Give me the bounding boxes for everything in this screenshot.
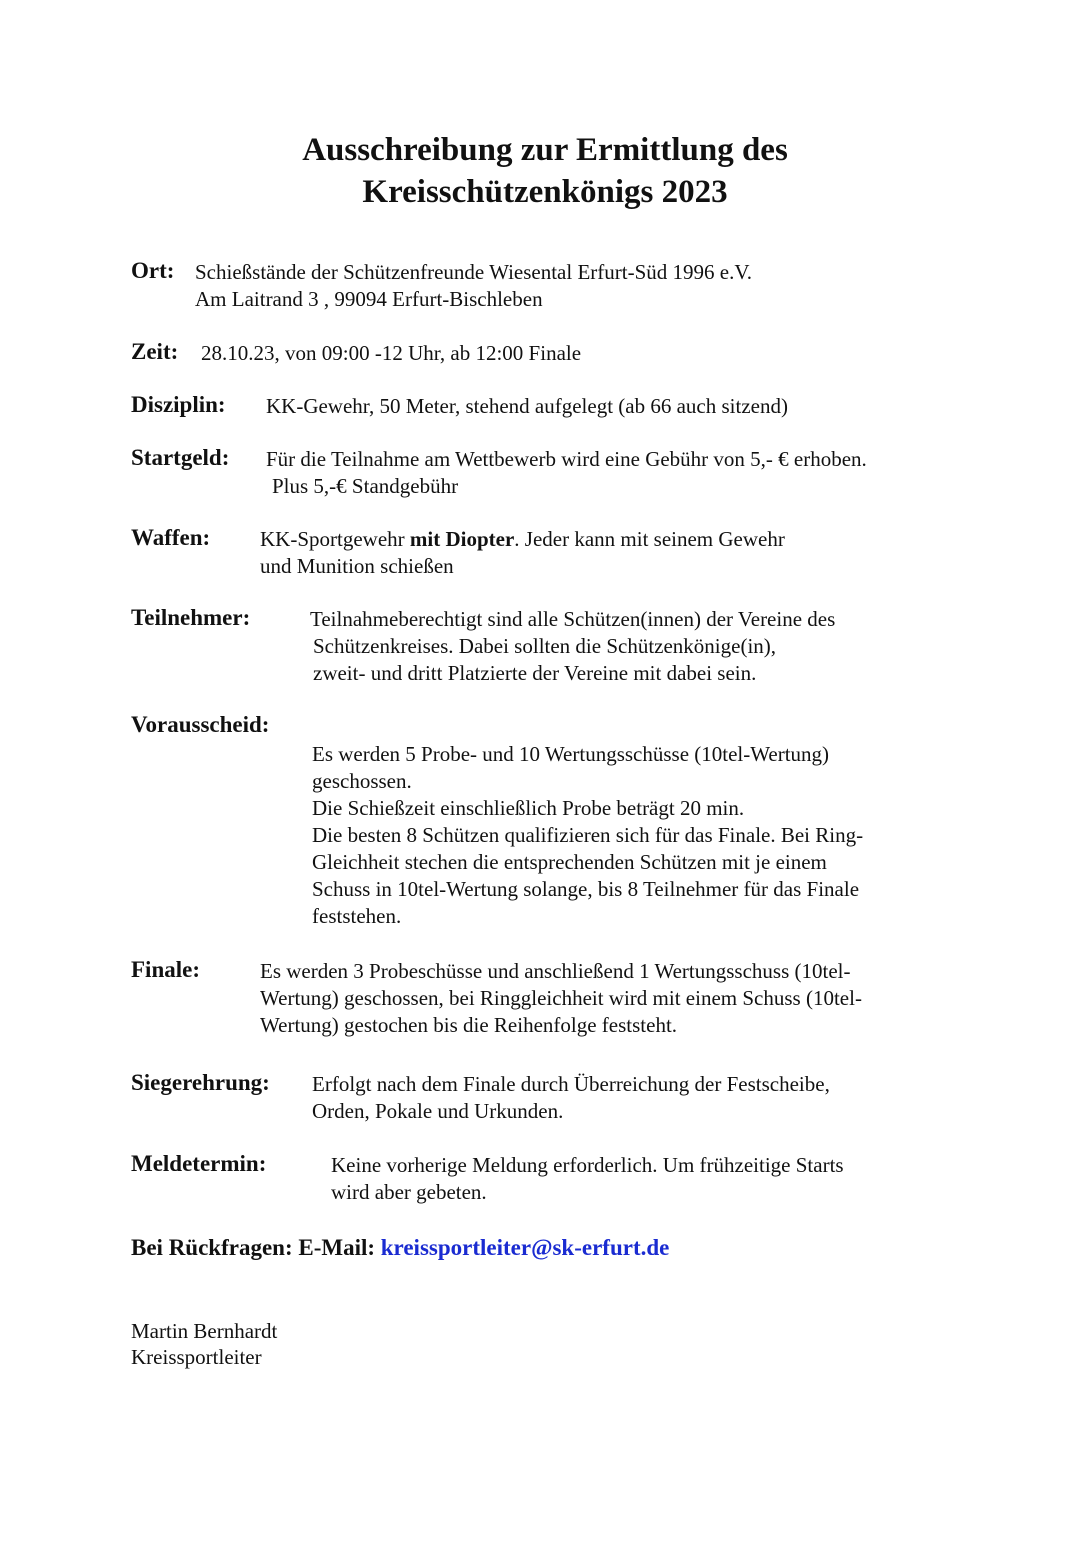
- waffen-line-2: und Munition schießen: [260, 554, 454, 578]
- startgeld-line-1: Für die Teilnahme am Wettbewerb wird eine Gebühr von 5,- € erhoben.: [266, 447, 867, 471]
- email-link[interactable]: kreissportleiter@sk-erfurt.de: [380, 1235, 670, 1260]
- vorausscheid-line: Die besten 8 Schützen qualifizieren sich für das Finale. Bei Ring-: [312, 823, 864, 847]
- page-title-line-2: Kreisschützenkönigs 2023: [362, 174, 728, 210]
- siegerehrung-line-2: Orden, Pokale und Urkunden.: [312, 1099, 564, 1123]
- contact-line: [131, 1235, 669, 1261]
- vorausscheid-line: Gleichheit stechen die entsprechenden Schützen mit je einem: [312, 850, 827, 874]
- siegerehrung-label: Siegerehrung:: [131, 1070, 270, 1095]
- vorausscheid-line: Die Schießzeit einschließlich Probe beträgt 20 min.: [312, 796, 745, 820]
- signature-role: Kreissportleiter: [131, 1345, 262, 1369]
- finale-label: Finale:: [131, 957, 200, 982]
- waffen-line-1: [260, 526, 785, 553]
- meldetermin-label: Meldetermin:: [131, 1151, 267, 1176]
- waffen-line-1-pre: KK-Sportgewehr: [260, 527, 410, 551]
- zeit-label: Zeit:: [131, 339, 179, 364]
- siegerehrung-line-1: Erfolgt nach dem Finale durch Überreichung der Festscheibe,: [312, 1072, 830, 1096]
- startgeld-label: Startgeld:: [131, 445, 230, 470]
- finale-line: Es werden 3 Probeschüsse und anschließend 1 Wertungsschuss (10tel-: [260, 959, 851, 983]
- vorausscheid-label: Vorausscheid:: [131, 712, 270, 737]
- disziplin-label: Disziplin:: [131, 392, 226, 417]
- finale-line: Wertung) geschossen, bei Ringgleichheit wird mit einem Schuss (10tel-: [260, 986, 862, 1010]
- ort-line-1: Schießstände der Schützenfreunde Wiesental Erfurt-Süd 1996 e.V.: [195, 260, 753, 284]
- vorausscheid-line: Schuss in 10tel-Wertung solange, bis 8 Teilnehmer für das Finale: [312, 877, 860, 901]
- zeit-text: 28.10.23, von 09:00 -12 Uhr, ab 12:00 Finale: [201, 341, 582, 365]
- ort-line-2: Am Laitrand 3 , 99094 Erfurt-Bischleben: [195, 287, 543, 311]
- waffen-label: Waffen:: [131, 525, 211, 550]
- teilnehmer-label: Teilnehmer:: [131, 605, 251, 630]
- page-title-line-1: Ausschreibung zur Ermittlung des: [302, 132, 788, 168]
- disziplin-text: KK-Gewehr, 50 Meter, stehend aufgelegt (ab 66 auch sitzend): [266, 394, 788, 418]
- meldetermin-line-1: Keine vorherige Meldung erforderlich. Um frühzeitige Starts: [331, 1153, 844, 1177]
- contact-prefix: Bei Rückfragen: E-Mail:: [131, 1235, 376, 1260]
- vorausscheid-line: feststehen.: [312, 904, 402, 928]
- signature-name: Martin Bernhardt: [131, 1319, 278, 1343]
- teilnehmer-line-3: zweit- und dritt Platzierte der Vereine mit dabei sein.: [313, 661, 757, 685]
- teilnehmer-line-2: Schützenkreises. Dabei sollten die Schützenkönige(in),: [313, 634, 777, 658]
- meldetermin-line-2: wird aber gebeten.: [331, 1180, 487, 1204]
- vorausscheid-line: Es werden 5 Probe- und 10 Wertungsschüsse (10tel-Wertung): [312, 742, 830, 766]
- ort-label: Ort:: [131, 258, 175, 283]
- waffen-line-1-post: . Jeder kann mit seinem Gewehr: [514, 527, 785, 551]
- startgeld-line-2: Plus 5,-€ Standgebühr: [272, 474, 459, 498]
- waffen-diopter-emphasis: mit Diopter: [409, 527, 515, 551]
- teilnehmer-line-1: Teilnahmeberechtigt sind alle Schützen(innen) der Vereine des: [310, 607, 836, 631]
- vorausscheid-line: geschossen.: [312, 769, 412, 793]
- finale-line: Wertung) gestochen bis die Reihenfolge feststeht.: [260, 1013, 678, 1037]
